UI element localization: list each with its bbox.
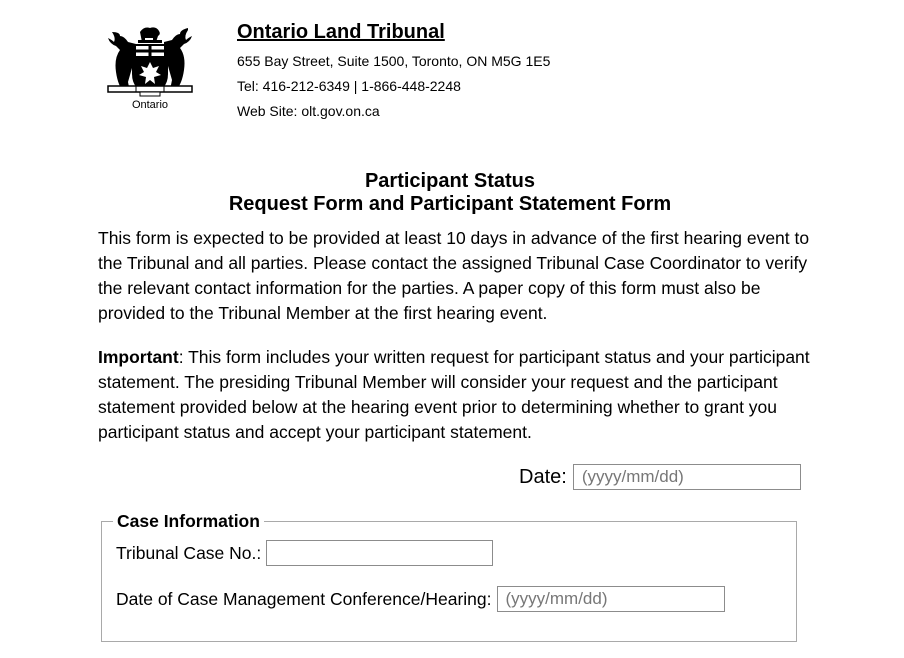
conference-date-input[interactable] xyxy=(497,586,725,612)
important-paragraph xyxy=(98,345,810,445)
conference-date-label: Date of Case Management Conference/Hearing: xyxy=(116,588,492,609)
intro-paragraph: This form is expected to be provided at least 10 days in advance of the first hearing event to the Tribunal and all parties. Please contact the assigned Tribunal Case Coordinator to verify the relevant contact information for the parties. A paper copy of this form must also be provided to the Tribunal Member at the first hearing event. xyxy=(98,228,810,323)
date-row xyxy=(519,464,801,490)
org-address: 655 Bay Street, Suite 1500, Toronto, ON M5G 1E5 xyxy=(237,53,551,69)
date-label: Date: xyxy=(519,465,567,488)
case-information-legend: Case Information xyxy=(113,511,264,531)
case-number-input[interactable] xyxy=(266,540,493,566)
important-label: Important xyxy=(98,347,179,367)
form-title-line2: Request Form and Participant Statement Form xyxy=(228,193,672,215)
logo-caption: Ontario xyxy=(131,99,169,111)
conference-date-row xyxy=(116,586,725,612)
org-header xyxy=(237,20,550,128)
case-number-label: Tribunal Case No.: xyxy=(116,542,262,563)
org-name: Ontario Land Tribunal xyxy=(237,21,445,43)
form-title xyxy=(0,170,900,216)
important-text: : This form includes your written request for participant status and your participant statement. The presiding Tribunal Member will consider your request and the participant statement provided below at the hearing event prior to determining whether to grant you participant status and accept your participant statement. xyxy=(98,347,810,442)
org-phone: Tel: 416-212-6349 | 1-866-448-2248 xyxy=(237,78,461,94)
form-title-line1: Participant Status xyxy=(364,170,536,192)
org-website: Web Site: olt.gov.on.ca xyxy=(237,103,380,119)
case-number-row xyxy=(116,540,493,566)
date-input[interactable] xyxy=(573,464,801,490)
